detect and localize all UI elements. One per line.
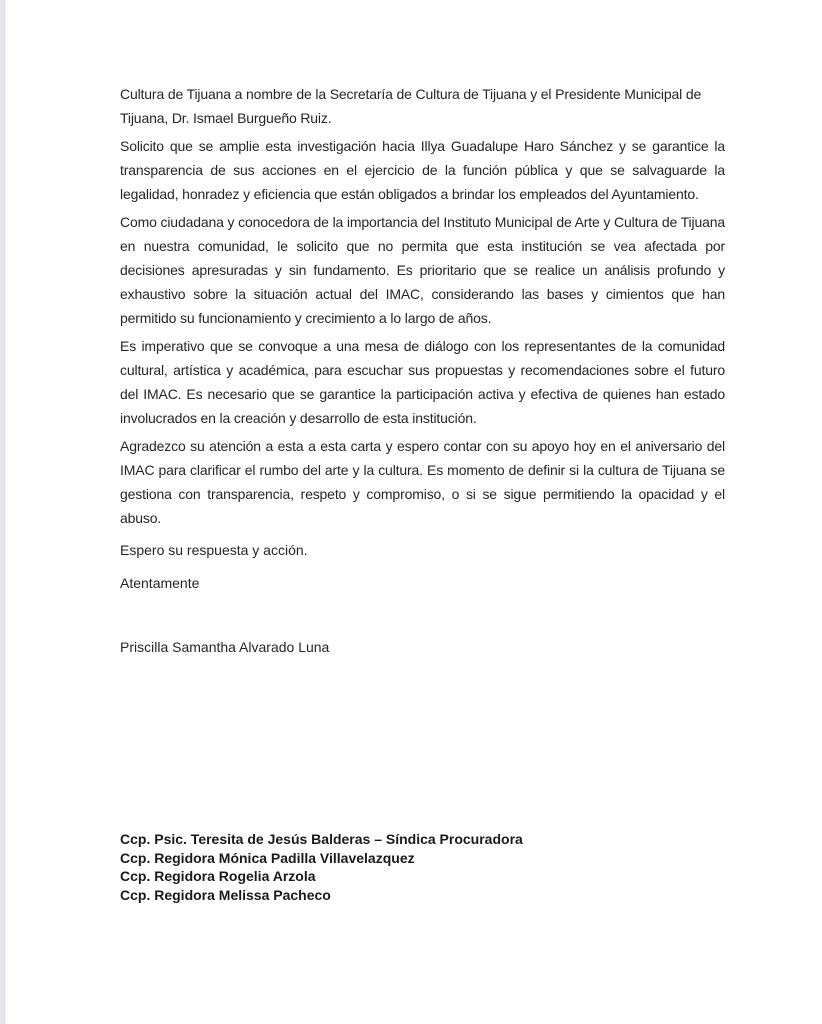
paragraph-investigation-request: Solicito que se amplie esta investigación hacia Illya Guadalupe Haro Sánchez y se garantice la transparencia de sus acciones en el ejercicio de la función pública y que se salvaguarde la legalidad, honradez y eficiencia que están obligados a brindar los empleados del Ayuntamiento.: [120, 138, 725, 202]
valediction: Atentamente: [120, 575, 200, 591]
ccp-line: Ccp. Regidora Mónica Padilla Villavelazquez: [120, 849, 415, 866]
paragraph-addressee: Cultura de Tijuana a nombre de la Secretaría de Cultura de Tijuana y el Presidente Municipal de Tijuana, Dr. Ismael Burgueño Ruiz.: [120, 86, 702, 126]
paragraph-gratitude: Agradezco su atención a esta a esta carta y espero contar con su apoyo hoy en el aniversario del IMAC para clarificar el rumbo del arte y la cultura. Es momento de definir si la cultura de Tijuana se gestiona con transparencia, respeto y compromiso, o si se sigue permitiendo la opacidad y el abuso.: [120, 438, 725, 526]
ccp-line: Ccp. Regidora Melissa Pacheco: [120, 886, 331, 903]
ccp-line: Ccp. Regidora Rogelia Arzola: [120, 868, 316, 884]
ccp-line: Ccp. Psic. Teresita de Jesús Balderas – Síndica Procuradora: [120, 831, 523, 847]
paragraph-dialogue-table: Es imperativo que se convoque a una mesa de diálogo con los representantes de la comunidad cultural, artística y académica, para escuchar sus propuestas y recomendaciones sobre el futuro del IMAC. Es necesario que se garantice la participación activa y efectiva de quienes han estado involucrados en la creación y desarrollo de esta institución.: [120, 338, 725, 426]
letter-body: [120, 82, 725, 534]
paragraph-institute-importance: Como ciudadana y conocedora de la importancia del Instituto Municipal de Arte y Cultura de Tijuana en nuestra comunidad, le solicito que no permita que esta institución se vea afectada por decisiones apresuradas y sin fundamento. Es prioritario que se realice un análisis profundo y exhaustivo sobre la situación actual del IMAC, considerando las bases y cimientos que han permitido su funcionamiento y crecimiento a lo largo de años.: [120, 214, 725, 326]
signatory-name: Priscilla Samantha Alvarado Luna: [120, 639, 330, 655]
closing-request: Espero su respuesta y acción.: [120, 542, 308, 558]
carbon-copy-list: [120, 830, 523, 904]
